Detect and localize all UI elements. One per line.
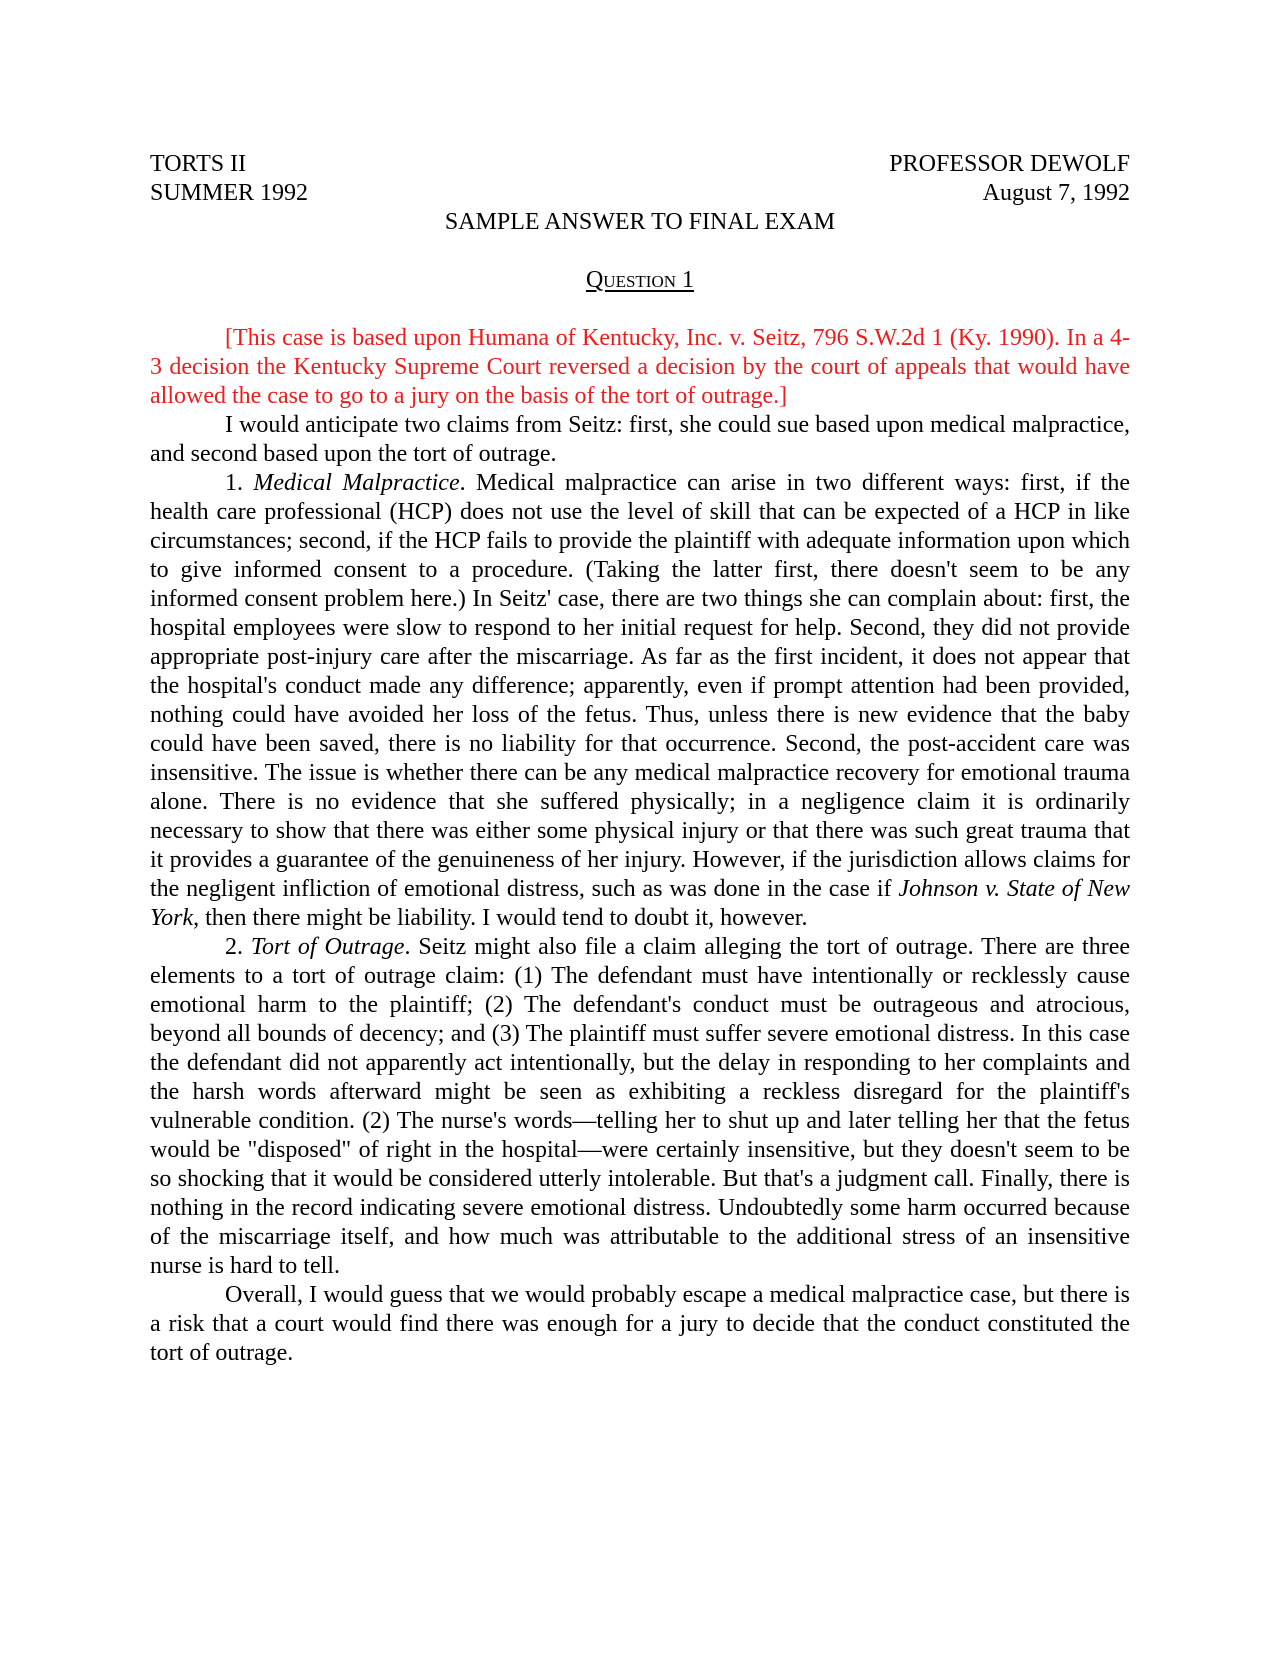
header-row-2: [150, 179, 1130, 208]
section1-heading: Medical Malpractice: [253, 470, 460, 496]
page-title: SAMPLE ANSWER TO FINAL EXAM: [444, 209, 836, 235]
section-tort-of-outrage: [150, 933, 1130, 1281]
question-heading: Question 1: [585, 267, 695, 293]
conclusion-paragraph: Overall, I would guess that we would probably escape a medical malpractice case, but there is a risk that a court would find there was enough for a jury to decide that the conduct constituted the tort of outrage.: [150, 1282, 1130, 1366]
section1-text-a: . Medical malpractice can arise in two different ways: first, if the health care professional (HCP) does not use the level of skill that can be expected of a HCP in like circumstances; second, if the HCP fails to provide the plaintiff with adequate information upon which to give informed consent to a procedure. (Taking the latter first, there doesn't seem to be any informed consent problem here.) In Seitz' case, there are two things she can complain about: first, the hospital employees were slow to respond to her initial request for help. Second, they did not provide appropriate post-injury care after the miscarriage. As far as the first incident, it does not appear that the hospital's conduct made any difference; apparently, even if prompt attention had been provided, nothing could have avoided her loss of the fetus. Thus, unless there is new evidence that the baby could have been saved, there is no liability for that occurrence. Second, the post-accident care was insensitive. The issue is whether there can be any medical malpractice recovery for emotional trauma alone. There is no evidence that she suffered physically; in a negligence claim it is ordinarily necessary to show that there was either some physical injury or that there was such great trauma that it provides a guarantee of the genuineness of her injury. However, if the jurisdiction allows claims for the negligent infliction of emotional distress, such as was done in the case if: [150, 470, 1130, 902]
section2-text: . Seitz might also file a claim alleging the tort of outrage. There are three elements to a tort of outrage claim: (1) The defendant must have intentionally or recklessly cause emotional harm to the plaintiff; (2) The defendant's conduct must be outrageous and atrocious, beyond all bounds of decency; and (3) The plaintiff must suffer severe emotional distress. In this case the defendant did not apparently act intentionally, but the delay in responding to her complaints and the harsh words afterward might be seen as exhibiting a reckless disregard for the plaintiff's vulnerable condition. (2) The nurse's words—telling her to shut up and later telling her that the fetus would be "disposed" of right in the hospital—were certainly insensitive, but they doesn't seem to be so shocking that it would be considered utterly intolerable. But that's a judgment call. Finally, there is nothing in the record indicating severe emotional distress. Undoubtedly some harm occurred because of the miscarriage itself, and how much was attributable to the additional stress of an insensitive nurse is hard to tell.: [150, 934, 1131, 1279]
section1-number: 1.: [225, 470, 243, 496]
section-medical-malpractice: [150, 469, 1130, 933]
section2-heading: Tort of Outrage: [250, 934, 405, 960]
case-note: [This case is based upon Humana of Kentucky, Inc. v. Seitz, 796 S.W.2d 1 (Ky. 1990). In a 4-3 decision the Kentucky Supreme Court reversed a decision by the court of appeals that would have allowed the case to go to a jury on the basis of the tort of outrage.]: [150, 325, 1130, 409]
header-row-1: [150, 150, 1130, 179]
section2-number: 2.: [225, 934, 243, 960]
course-name: TORTS II: [150, 151, 247, 177]
term: SUMMER 1992: [150, 180, 309, 206]
intro-paragraph: I would anticipate two claims from Seitz: first, she could sue based upon medical malpractice, and second based upon the tort of outrage.: [150, 412, 1130, 467]
document-page: [150, 150, 1130, 1368]
case-citation: Johnson v. State of New York: [150, 876, 1130, 931]
exam-date: August 7, 1992: [982, 180, 1130, 206]
section1-text-b: , then there might be liability. I would tend to doubt it, however.: [193, 905, 808, 931]
professor-name: PROFESSOR DEWOLF: [889, 151, 1130, 177]
